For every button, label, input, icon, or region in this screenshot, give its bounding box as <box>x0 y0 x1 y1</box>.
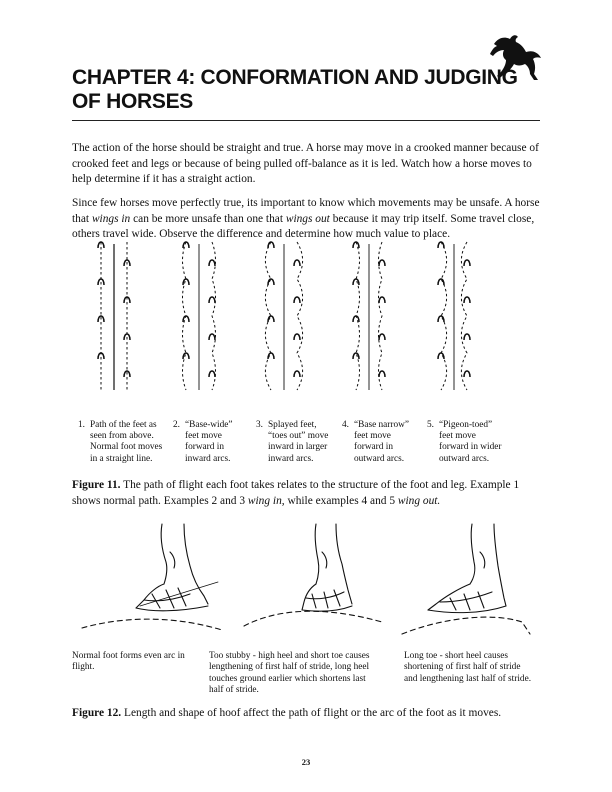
caption-text: Length and shape of hoof affect the path of flight or the arc of the foot as it moves. <box>121 707 502 719</box>
hoofprint-icon <box>464 260 470 266</box>
label-line: inward arcs. <box>268 453 314 464</box>
hoofprint-icon <box>183 279 189 285</box>
foot-path-diagram-3 <box>265 242 302 390</box>
label-line: forward in wider <box>439 442 502 453</box>
hoofprint-icon <box>464 334 470 340</box>
hoofprint-icon <box>294 334 300 340</box>
hoof-caption-normal <box>72 651 185 674</box>
label-line: outward arcs. <box>354 453 405 464</box>
label-line: “Base-wide” <box>185 420 233 430</box>
hoofprint-icon <box>464 371 470 377</box>
hoof-caption-line: lengthening of first half of stride, long heel <box>209 662 370 673</box>
chapter-title <box>72 66 542 114</box>
hoofprint-icon <box>379 260 385 266</box>
hoof-caption-line: and lengthening last half of stride. <box>404 673 532 684</box>
hoof-caption-line: half of stride. <box>209 685 259 696</box>
intro-paragraph: The action of the horse should be straight and true. A horse may move in a crooked manner because of crooked feet and legs or because of being pulled off-balance as it is led. Watch how a horse moves to help determine if it has a straight action. <box>72 142 539 186</box>
label-line: inward arcs. <box>185 453 231 464</box>
hoof-caption-line: touches ground earlier which shortens last <box>209 673 366 684</box>
hoofprint-icon <box>379 371 385 377</box>
hoofprint-icon <box>438 279 444 285</box>
label-line: “Pigeon-toed” <box>439 420 493 430</box>
term-wing-in: wing in, <box>247 494 285 507</box>
diagram-number: 1. <box>78 420 85 430</box>
label-line: inward in larger <box>268 442 328 453</box>
label-line: in a straight line. <box>90 453 153 464</box>
label-line: “toes out” move <box>268 431 329 442</box>
label-line: Path of the feet as <box>90 420 157 430</box>
label-line: feet move <box>439 431 476 442</box>
hoofprint-icon <box>268 353 274 359</box>
hoofprint-icon <box>294 297 300 303</box>
label-line: “Base narrow” <box>354 420 409 430</box>
term-wings-out: wings out <box>285 212 330 225</box>
hoofprint-icon <box>379 297 385 303</box>
hoofprint-icon <box>183 353 189 359</box>
foot-path-diagram-1 <box>98 242 130 390</box>
hoofprint-icon <box>268 279 274 285</box>
diagram-number: 5. <box>427 420 434 430</box>
hoofprint-icon <box>464 297 470 303</box>
hoof-caption-stubby <box>209 651 369 697</box>
safety-text-a: Since few horses move perfectly true, its important to know which movements may be unsafe. A horse that <box>72 197 540 225</box>
title-divider <box>72 120 540 121</box>
hoofprint-icon <box>294 260 300 266</box>
hoof-caption-line: Long toe - short heel causes <box>404 651 509 661</box>
diagram-number: 3. <box>256 420 263 430</box>
label-line: seen from above. <box>90 431 154 442</box>
figure12-caption <box>72 706 542 722</box>
label-line: forward in <box>185 442 224 453</box>
label-line: feet move <box>185 431 222 442</box>
hoofprint-icon <box>209 334 215 340</box>
figure11-caption <box>72 478 542 509</box>
hoofprint-icon <box>209 371 215 377</box>
diagram-number: 4. <box>342 420 349 430</box>
hoofprint-icon <box>294 371 300 377</box>
label-line: feet move <box>354 431 391 442</box>
foot-path-diagram-5 <box>438 242 470 390</box>
caption-label: Figure 12. <box>72 707 122 719</box>
safety-text-b: can be more unsafe than one that <box>130 212 286 225</box>
foot-path-diagram-2 <box>183 242 216 390</box>
term-wing-out: wing out. <box>397 494 441 507</box>
caption-text-a: The path of flight each foot takes relates to the structure of the foot and leg. Example 1 shows normal path. Examples 2 and 3 <box>72 479 520 507</box>
chapter-title-line2: OF HORSES <box>72 90 193 113</box>
hoof-caption-line: Too stubby - high heel and short toe causes <box>209 651 370 661</box>
figure11-foot-path-diagrams <box>72 238 542 418</box>
term-wings-in: wings in <box>91 212 131 225</box>
hoof-long-toe-drawing <box>428 524 506 613</box>
hoofprint-icon <box>353 353 359 359</box>
caption-text-b: while examples 4 and 5 <box>284 494 398 507</box>
safety-text-c: because it may trip itself. Some travel close, others travel wide. Observe the difference and determine how much value to place. <box>72 212 535 241</box>
hoof-stubby-drawing <box>302 524 352 611</box>
hoofprint-icon <box>438 353 444 359</box>
hoofprint-icon <box>379 334 385 340</box>
label-line: Splayed feet, <box>268 420 317 430</box>
hoof-caption-line: flight. <box>72 662 95 673</box>
figure12-hoof-drawings <box>72 522 542 650</box>
label-line: forward in <box>354 442 393 453</box>
foot-path-diagram-4 <box>353 242 385 390</box>
hoof-normal-drawing <box>136 524 218 611</box>
label-line: outward arcs. <box>439 453 490 464</box>
hoof-caption-line: Normal foot forms even arc in <box>72 651 185 661</box>
hoofprint-icon <box>209 260 215 266</box>
diagram-number: 2. <box>173 420 180 430</box>
hoofprint-icon <box>209 297 215 303</box>
hoof-caption-line: shortening of first half of stride <box>404 662 521 673</box>
hoofprint-icon <box>268 316 274 322</box>
hoof-caption-long-toe <box>404 651 531 685</box>
chapter-title-line1: CHAPTER 4: CONFORMATION AND JUDGING <box>72 66 518 89</box>
hoofprint-icon <box>353 279 359 285</box>
hoofprint-icon <box>438 316 444 322</box>
page-number: 23 <box>301 757 311 767</box>
caption-label: Figure 11. <box>72 479 121 491</box>
safety-paragraph <box>72 196 542 243</box>
label-line: Normal foot moves <box>90 442 163 453</box>
